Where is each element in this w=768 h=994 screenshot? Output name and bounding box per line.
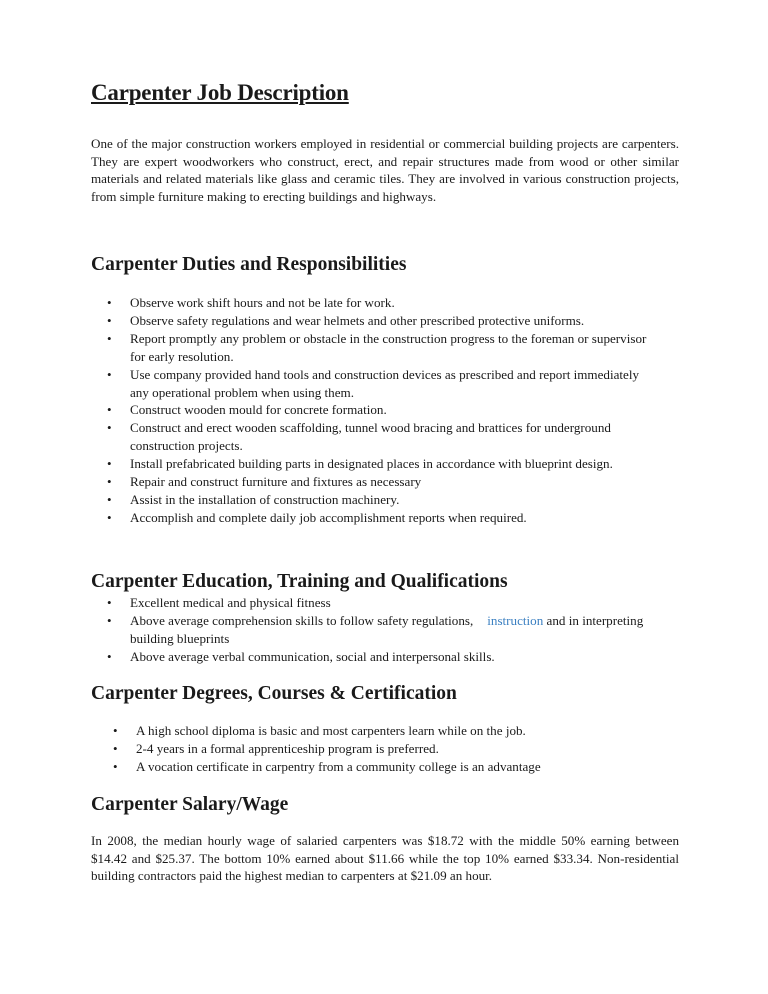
list-item: • A vocation certificate in carpentry from a community college is an advantage	[113, 758, 541, 774]
degrees-list	[113, 722, 696, 776]
degrees-heading: Carpenter Degrees, Courses & Certification	[91, 683, 457, 704]
bullet-icon: •	[107, 295, 112, 310]
list-item: • Report promptly any problem or obstacle in the construction progress to the foreman or supervisor for early resolution.	[107, 330, 647, 364]
bullet-icon: •	[107, 456, 112, 472]
bullet-icon: •	[107, 402, 112, 418]
list-item: • 2-4 years in a formal apprenticeship program is preferred.	[113, 740, 439, 756]
duties-list	[107, 294, 690, 527]
list-item: • Observe work shift hours and not be late for work.	[107, 295, 395, 310]
list-item: • Above average comprehension skills to follow safety regulations, instruction and in interpreting building blueprints	[107, 612, 644, 646]
bullet-icon: •	[113, 740, 118, 756]
salary-heading: Carpenter Salary/Wage	[91, 794, 289, 815]
duties-heading: Carpenter Duties and Responsibilities	[91, 254, 407, 275]
intro-paragraph: One of the major construction workers employed in residential or commercial building projects are carpenters. They are expert woodworkers who construct, erect, and repair structures made from wood or other similar materials and related materials like glass and ceramic tiles. They are involved in various construction projects, from simple furniture making to erecting buildings and highways.	[91, 136, 679, 204]
bullet-icon: •	[107, 330, 112, 346]
bullet-icon: •	[107, 509, 112, 525]
list-item: • Construct and erect wooden scaffolding, tunnel wood bracing and brattices for underground construction projects.	[107, 420, 611, 454]
bullet-icon: •	[107, 474, 112, 490]
list-item: • Above average verbal communication, social and interpersonal skills.	[107, 648, 495, 664]
bullet-icon: •	[107, 648, 112, 664]
bullet-icon: •	[107, 420, 112, 436]
bullet-icon: •	[107, 366, 112, 382]
bullet-icon: •	[107, 595, 112, 610]
bullet-icon: •	[107, 312, 112, 328]
list-item: • A high school diploma is basic and most carpenters learn while on the job.	[113, 723, 526, 738]
bullet-icon: •	[107, 491, 112, 507]
bullet-icon: •	[113, 758, 118, 774]
list-item: • Use company provided hand tools and construction devices as prescribed and report immediately any operational problem when using them.	[107, 366, 640, 400]
salary-paragraph: In 2008, the median hourly wage of salaried carpenters was $18.72 with the middle 50% earning between $14.42 and $25.37. The bottom 10% earned about $11.66 while the top 10% earned $33.34. Non-residential building contractors paid the highest median to carpenters at $21.09 an hour.	[91, 833, 679, 883]
list-item: • Excellent medical and physical fitness	[107, 595, 331, 610]
education-heading: Carpenter Education, Training and Qualifications	[91, 571, 508, 592]
bullet-icon: •	[107, 612, 112, 628]
bullet-icon: •	[113, 723, 118, 738]
list-item: • Accomplish and complete daily job accomplishment reports when required.	[107, 509, 527, 525]
list-item: • Assist in the installation of construction machinery.	[107, 491, 400, 507]
instruction-link[interactable]: instruction	[487, 612, 544, 628]
page-title: Carpenter Job Description	[91, 80, 349, 105]
list-item: • Construct wooden mould for concrete formation.	[107, 402, 387, 418]
list-item: • Repair and construct furniture and fixtures as necessary	[107, 474, 422, 490]
education-list	[107, 594, 690, 666]
list-item: • Install prefabricated building parts in designated places in accordance with blueprint design.	[107, 456, 613, 472]
list-item: • Observe safety regulations and wear helmets and other prescribed protective uniforms.	[107, 312, 585, 328]
